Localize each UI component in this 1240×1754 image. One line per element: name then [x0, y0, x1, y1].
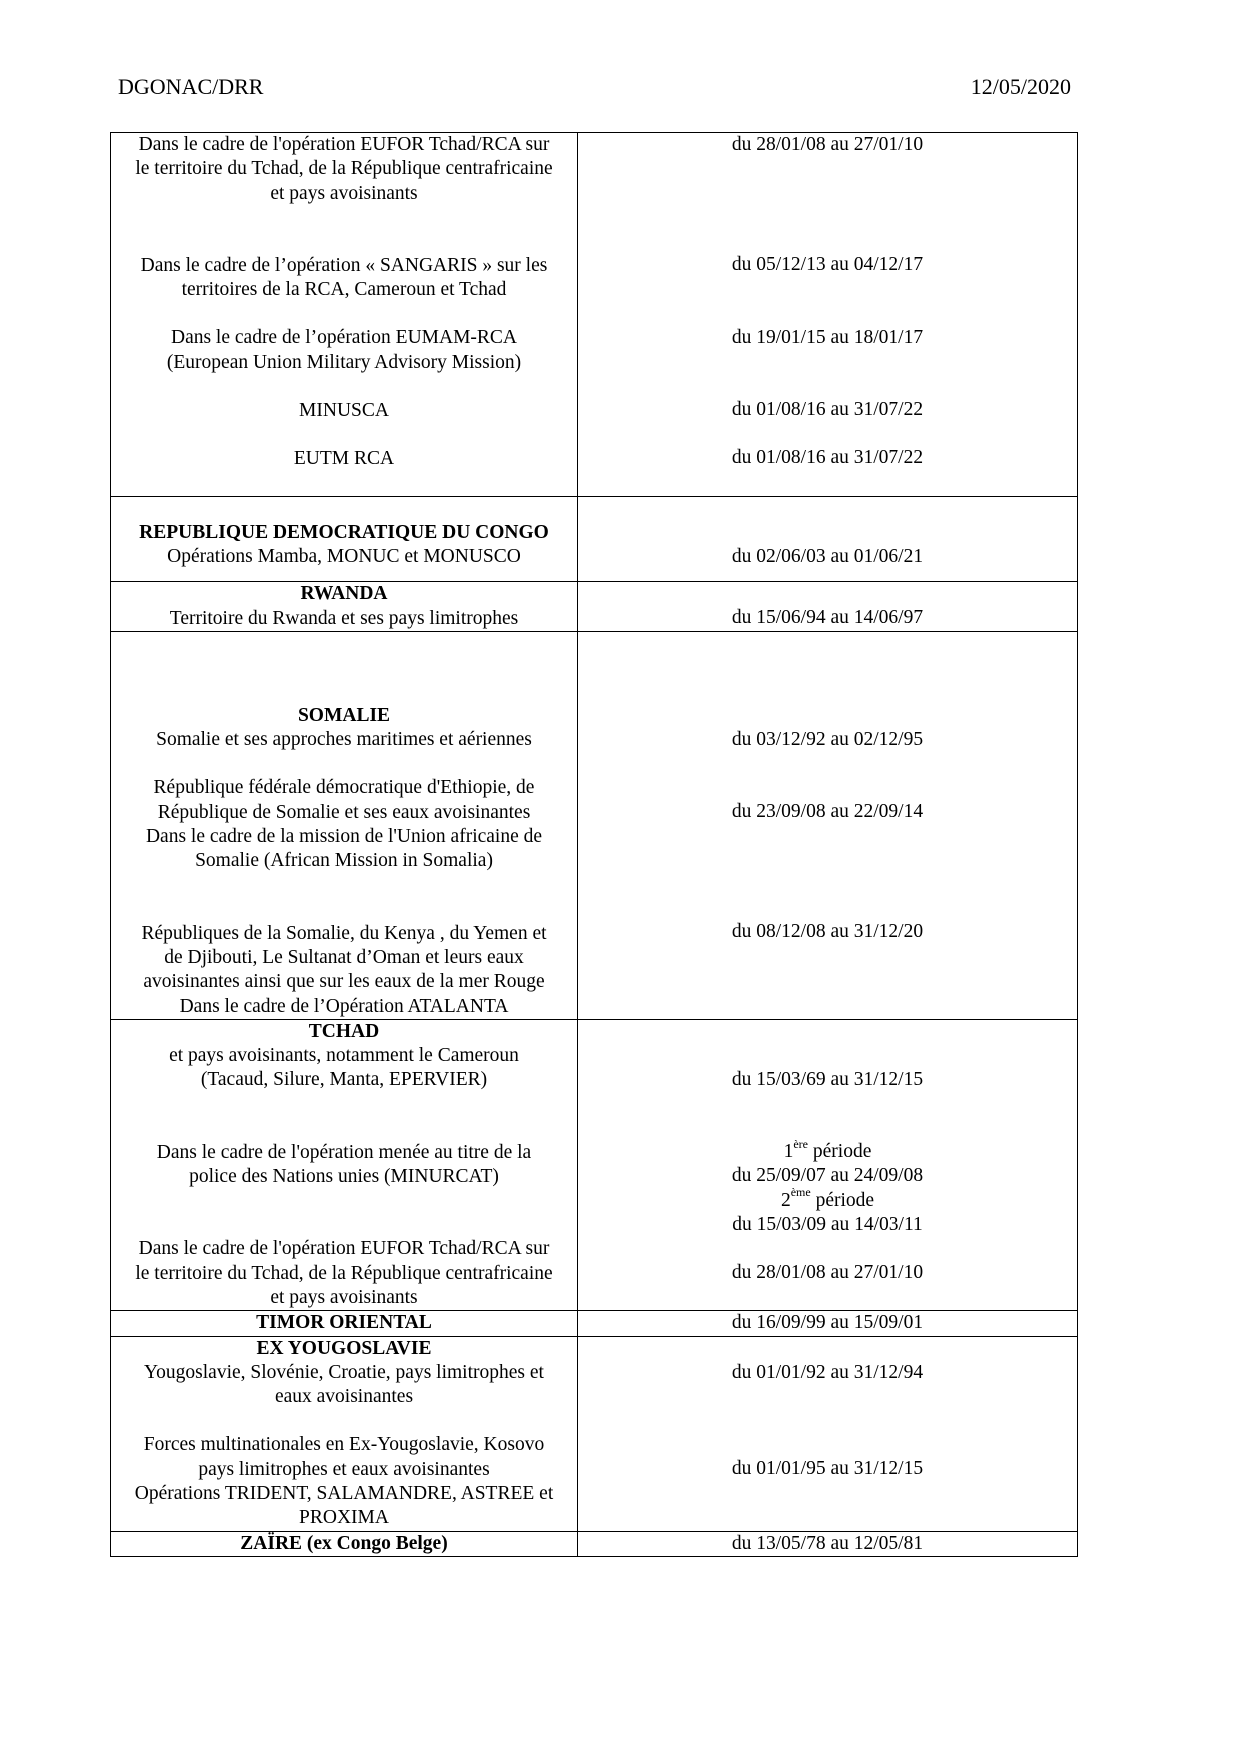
table-row — [111, 1311, 1078, 1336]
country-title: ZAÏRE (ex Congo Belge) — [240, 1532, 448, 1554]
operation-cell: SOMALIE Somalie et ses approches maritimes et aériennes République fédérale démocratique d'Ethiopie, de République de Somalie et ses eaux avoisinantes Dans le cadre de la mission de l'Union africaine de Somalie (African Mission in Somalia) Républiques de la Somalie, du Kenya , du Yemen et de Djibouti, Le Sultanat d’Oman et leurs eaux avoisinantes ainsi que sur les eaux de la mer Rouge Dans le cadre de l’Opération ATALANTA — [111, 631, 578, 1019]
period-cell: du 02/06/03 au 01/06/21 — [578, 496, 1078, 582]
operation-cell: EX YOUGOSLAVIE Yougoslavie, Slovénie, Croatie, pays limitrophes et eaux avoisinantes Forces multinationales en Ex-Yougoslavie, Kosovo pays limitrophes et eaux avoisinantes Opérations TRIDENT, SALAMANDRE, ASTREE et PROXIMA — [111, 1336, 578, 1531]
table-row — [111, 1531, 1078, 1556]
period-cell: du 01/01/92 au 31/12/94 du 01/01/95 au 31/12/15 — [578, 1336, 1078, 1531]
period-cell: du 13/05/78 au 12/05/81 — [578, 1531, 1078, 1556]
table-row — [111, 582, 1078, 632]
operation-cell — [111, 1311, 578, 1336]
operations-table — [110, 132, 1078, 1557]
country-title: SOMALIE — [297, 704, 391, 726]
table-row — [111, 631, 1078, 1019]
period-cell: du 03/12/92 au 02/12/95 du 23/09/08 au 22/09/14 du 08/12/08 au 31/12/20 — [578, 631, 1078, 1019]
period-cell: du 15/06/94 au 14/06/97 — [578, 582, 1078, 632]
period-cell: du 16/09/99 au 15/09/01 — [578, 1311, 1078, 1336]
table-row — [111, 1019, 1078, 1310]
country-title: RWANDA — [300, 583, 388, 605]
period-cell: du 28/01/08 au 27/01/10 du 05/12/13 au 04/12/17 du 19/01/15 au 18/01/17 du 01/08/16 au 31/07/22 du 01/08/16 au 31/07/22 — [578, 133, 1078, 497]
table-row — [111, 496, 1078, 582]
period-label: 1ère période — [783, 1136, 872, 1163]
country-title: REPUBLIQUE DEMOCRATIQUE DU CONGO — [139, 521, 549, 543]
country-title: TIMOR ORIENTAL — [256, 1312, 432, 1334]
period-label: 2ème période — [780, 1185, 875, 1211]
country-title: EX YOUGOSLAVIE — [256, 1337, 432, 1359]
table-row — [111, 1336, 1078, 1531]
operation-cell: Dans le cadre de l'opération EUFOR Tchad/RCA sur le territoire du Tchad, de la République centrafricaine et pays avoisinants Dans le cadre de l’opération « SANGARIS » sur les territoires de la RCA, Cameroun et Tchad Dans le cadre de l’opération EUMAM-RCA (European Union Military Advisory Mission) MINUSCA EUTM RCA — [111, 133, 578, 497]
table-row — [111, 133, 1078, 497]
country-title: TCHAD — [308, 1020, 380, 1042]
operation-cell: TCHAD et pays avoisinants, notamment le Cameroun (Tacaud, Silure, Manta, EPERVIER) Dans le cadre de l'opération menée au titre de la police des Nations unies (MINURCAT) Dans le cadre de l'opération EUFOR Tchad/RCA sur le territoire du Tchad, de la République centrafricaine et pays avoisinants — [111, 1019, 578, 1310]
period-cell: du 15/03/69 au 31/12/15 1ère période du 25/09/07 au 24/09/08 2ème période du 15/03/09 au 14/03/11 du 28/01/08 au 27/01/10 — [578, 1019, 1078, 1310]
operation-cell: REPUBLIQUE DEMOCRATIQUE DU CONGO Opérations Mamba, MONUC et MONUSCO — [111, 496, 578, 582]
operation-cell — [111, 1531, 578, 1556]
operation-cell: RWANDA Territoire du Rwanda et ses pays limitrophes — [111, 582, 578, 632]
header-left: DGONAC/DRR — [118, 74, 264, 99]
header-date: 12/05/2020 — [970, 74, 1071, 99]
